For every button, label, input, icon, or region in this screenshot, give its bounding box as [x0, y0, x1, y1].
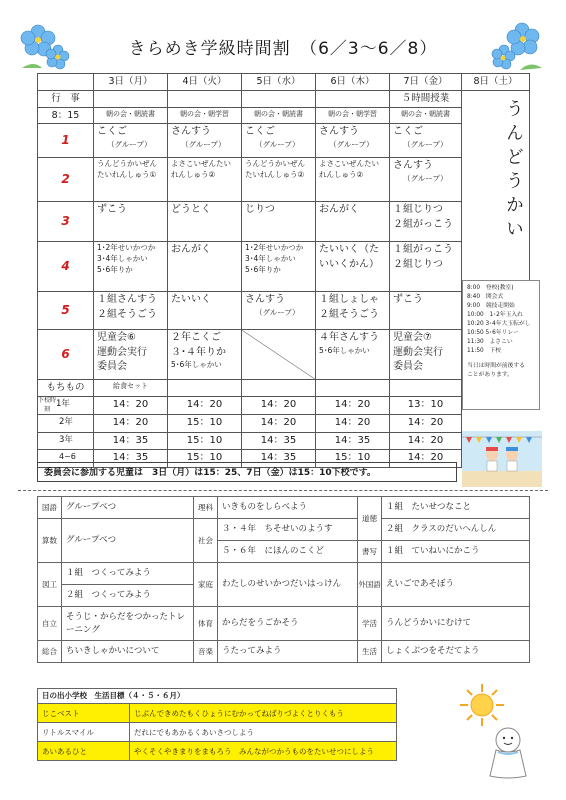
dismissal-1-mon: 14：20 — [94, 397, 168, 415]
day-thu: 6日（木） — [316, 74, 390, 91]
goal-name: じこベスト — [38, 704, 130, 723]
p5-mon: １組さんすう ２組そうごう — [94, 292, 168, 330]
dismissal-1-wed: 14：20 — [242, 397, 316, 415]
subject-content: しょくぶつをそだてよう — [382, 641, 530, 663]
events-label: 行 事 — [38, 90, 94, 107]
dismissal-4-thu: 15：10 — [316, 450, 390, 468]
note-line: 8:40 開会式 — [467, 293, 504, 300]
subject-name: 理科 — [194, 497, 218, 519]
p6-thu: ４年さんすう 5･6年しゃかい — [316, 330, 390, 380]
subject-content: そうじ・からだをつかったトレーニング — [62, 607, 194, 641]
sat-undokai-text: うんどうかい — [503, 98, 524, 243]
p1-tue: さんすう （グループ） — [168, 124, 242, 158]
sun-and-teru-teru-bozu-illustration — [448, 680, 548, 790]
p5-thu: １組しょしゃ ２組そうごう — [316, 292, 390, 330]
subject-row — [38, 519, 530, 541]
p2-wed: うんどうかいぜんたいれんしゅう② — [242, 158, 316, 202]
goal-row — [38, 704, 397, 723]
life-goals — [37, 688, 397, 761]
subject-content: ２組 つくってみよう — [62, 585, 194, 607]
dismissal-3-wed: 14：35 — [242, 432, 316, 450]
subject-content: １組 ていねいにかこう — [382, 541, 530, 563]
subject-content: １組 たいせつなこと — [382, 497, 530, 519]
dismissal-4-wed: 14：35 — [242, 450, 316, 468]
period-4-row — [38, 242, 530, 292]
p1-thu: さんすう （グループ） — [316, 124, 390, 158]
note-line: 9:00 競技走開始 — [467, 302, 515, 309]
p4-thu: たいいく（たいいくかん） — [316, 242, 390, 292]
period-3-row — [38, 202, 530, 242]
subject-content-table — [37, 496, 530, 663]
morning-row — [38, 107, 530, 124]
subject-row — [38, 497, 530, 519]
period-6-row — [38, 330, 530, 380]
subject-name: 学活 — [358, 607, 382, 641]
p4-wed: 1･2年せいかつか 3･4年しゃかい 5･6年りか — [242, 242, 316, 292]
dismissal-4-fri: 14：20 — [390, 450, 462, 468]
subject-name: 社会 — [194, 519, 218, 563]
subject-content: いきものをしらべよう — [218, 497, 358, 519]
goal-text: やくそくやきまりをまもろう みんながつかうものをたいせつにしよう — [130, 742, 397, 761]
p6-wed-empty — [242, 330, 316, 380]
mochimono-label: もちもの — [38, 380, 94, 397]
subject-content: からだをうごかそう — [218, 607, 358, 641]
goal-text: じぶんできめたもくひょうにむかってねばりづよくとりくもう — [130, 704, 397, 723]
note-line: ことがあります。 — [467, 371, 513, 378]
p6-mon: 児童会⑥ 運動会実行 委員会 — [94, 330, 168, 380]
note-line: 当日は時間が前後する — [467, 362, 525, 369]
dismissal-row-0 — [38, 397, 530, 415]
note-line: 8:00 登校(教室) — [467, 285, 514, 291]
morning-wed: 朝の会・朝読書 — [242, 107, 316, 124]
subject-name: 図工 — [38, 563, 62, 607]
p6-tue: ２年こくご ３･４年りか 5･6年しゃかい — [168, 330, 242, 380]
subject-content: グループべつ — [62, 497, 194, 519]
morning-mon: 朝の会・朝読書 — [94, 107, 168, 124]
day-wed: 5日（水） — [242, 74, 316, 91]
p1-mon: こくご （グループ） — [94, 124, 168, 158]
subject-name: 総合 — [38, 641, 62, 663]
subject-name: 書写 — [358, 541, 382, 563]
dismissal-2-tue: 15：10 — [168, 415, 242, 433]
period-1-row — [38, 124, 530, 158]
p3-wed: じりつ — [242, 202, 316, 242]
dismissal-grade-0: 下校時刻1年 — [38, 397, 94, 415]
dismissal-3-tue: 15：10 — [168, 432, 242, 450]
morning-fri: 朝の会・朝読書 — [390, 107, 462, 124]
dismissal-1-tue: 14：20 — [168, 397, 242, 415]
p2-tue: よさこいぜんたいれんしゅう② — [168, 158, 242, 202]
subject-row — [38, 607, 530, 641]
subject-name: 自立 — [38, 607, 62, 641]
p3-tue: どうとく — [168, 202, 242, 242]
undokai-schedule-note — [462, 280, 540, 410]
life-goals-table — [37, 703, 397, 761]
period-4-label: 4 — [38, 242, 94, 292]
p6-fri: 児童会⑦ 運動会実行 委員会 — [390, 330, 462, 380]
note-line: 10:50 5･6年リレー — [467, 329, 520, 336]
subject-name: 外国語 — [358, 563, 382, 607]
goal-name: リトルスマイル — [38, 723, 130, 742]
p4-mon: 1･2年せいかつか 3･4年しゃかい 5･6年りか — [94, 242, 168, 292]
subject-name: 家庭 — [194, 563, 218, 607]
day-mon: 3日（月） — [94, 74, 168, 91]
period-2-label: 2 — [38, 158, 94, 202]
dismissal-4-mon: 14：35 — [94, 450, 168, 468]
morning-tue: 朝の会・朝学習 — [168, 107, 242, 124]
subject-content: ２組 クラスのだいへんしん — [382, 519, 530, 541]
subject-row — [38, 563, 530, 585]
dismissal-row-1 — [38, 415, 530, 433]
p2-fri: さんすう （グループ） — [390, 158, 462, 202]
day-fri: 7日（金） — [390, 74, 462, 91]
dismissal-3-thu: 14：35 — [316, 432, 390, 450]
dismissal-row-2 — [38, 432, 530, 450]
dismissal-2-wed: 14：20 — [242, 415, 316, 433]
day-tue: 4日（火） — [168, 74, 242, 91]
period-1-label: 1 — [38, 124, 94, 158]
subject-name: 体育 — [194, 607, 218, 641]
mochimono-mon: 給食セット — [94, 380, 168, 397]
p3-mon: ずこう — [94, 202, 168, 242]
p2-thu: よさこいぜんたいれんしゅう② — [316, 158, 390, 202]
dismissal-4-tue: 15：10 — [168, 450, 242, 468]
period-5-label: 5 — [38, 292, 94, 330]
p2-mon: うんどうかいぜんたいれんしゅう① — [94, 158, 168, 202]
dismissal-grade-1: 2年 — [38, 415, 94, 433]
subject-content: うたってみよう — [218, 641, 358, 663]
subject-name: 生活 — [358, 641, 382, 663]
events-row — [38, 90, 530, 107]
dismissal-2-thu: 14：20 — [316, 415, 390, 433]
p4-tue: おんがく — [168, 242, 242, 292]
subject-content: ちいきしゃかいについて — [62, 641, 194, 663]
goal-row — [38, 723, 397, 742]
divider — [18, 490, 548, 491]
subject-name: 国語 — [38, 497, 62, 519]
period-6-label: 6 — [38, 330, 94, 380]
p5-wed: さんすう （グループ） — [242, 292, 316, 330]
note-line: 11:50 下校 — [467, 347, 502, 354]
events-fri: ５時間授業 — [390, 90, 462, 107]
subject-name: 道徳 — [358, 497, 382, 541]
dismissal-label: 下校時刻 — [38, 397, 57, 413]
subject-content: ５・６年 にほんのこくど — [218, 541, 358, 563]
subject-content: えいごであそぼう — [382, 563, 530, 607]
period-3-label: 3 — [38, 202, 94, 242]
day-sat: 8日（土） — [462, 74, 530, 91]
dismissal-grade-2: 3年 — [38, 432, 94, 450]
morning-label: 8：15 — [38, 107, 94, 124]
period-2-row — [38, 158, 530, 202]
subject-content: わたしのせいかつだいはっけん — [218, 563, 358, 607]
goal-text: だれにでもあかるくあいさつしよう — [130, 723, 397, 742]
p5-fri: ずこう — [390, 292, 462, 330]
dismissal-grade-3: 4~6 — [38, 450, 94, 468]
dismissal-2-mon: 14：20 — [94, 415, 168, 433]
dismissal-1-thu: 14：20 — [316, 397, 390, 415]
subject-content: １組 つくってみよう — [62, 563, 194, 585]
page-title: きらめき学級時間割 （6／3〜6／8） — [128, 39, 438, 59]
subject-content: うんどうかいにむけて — [382, 607, 530, 641]
subject-name: 音楽 — [194, 641, 218, 663]
goal-name: あいあるひと — [38, 742, 130, 761]
subject-content: グループべつ — [62, 519, 194, 563]
schedule-table — [37, 73, 530, 468]
goal-row — [38, 742, 397, 761]
day-header-row — [38, 74, 530, 91]
dismissal-1-fri: 13：10 — [390, 397, 462, 415]
p3-thu: おんがく — [316, 202, 390, 242]
p1-fri: こくご （グループ） — [390, 124, 462, 158]
dismissal-3-mon: 14：35 — [94, 432, 168, 450]
subject-content: ３・４年 ちそせいのようす — [218, 519, 358, 541]
p3-fri: １組じりつ ２組がっこう — [390, 202, 462, 242]
subject-name: 算数 — [38, 519, 62, 563]
p5-tue: たいいく — [168, 292, 242, 330]
dismissal-2-fri: 14：20 — [390, 415, 462, 433]
life-goals-header: 日の出小学校 生活目標（４・５・６月） — [37, 688, 397, 703]
p4-fri: １組がっこう ２組じりつ — [390, 242, 462, 292]
period-5-row — [38, 292, 530, 330]
subject-row — [38, 641, 530, 663]
mochimono-row — [38, 380, 530, 397]
corner-cell — [38, 74, 94, 91]
sports-day-illustration — [462, 431, 542, 487]
note-line: 10:20 3･4年大玉転がし — [467, 320, 531, 327]
committee-notice: 委員会に参加する児童は 3日（月）は15：25、7日（金）は15：10下校です。 — [37, 462, 457, 482]
morning-thu: 朝の会・朝学習 — [316, 107, 390, 124]
note-line: 11:30 よさこい — [467, 338, 513, 345]
note-line: 10:00 1･2年玉入れ — [467, 311, 523, 318]
p1-wed: こくご （グループ） — [242, 124, 316, 158]
dismissal-3-fri: 14：20 — [390, 432, 462, 450]
